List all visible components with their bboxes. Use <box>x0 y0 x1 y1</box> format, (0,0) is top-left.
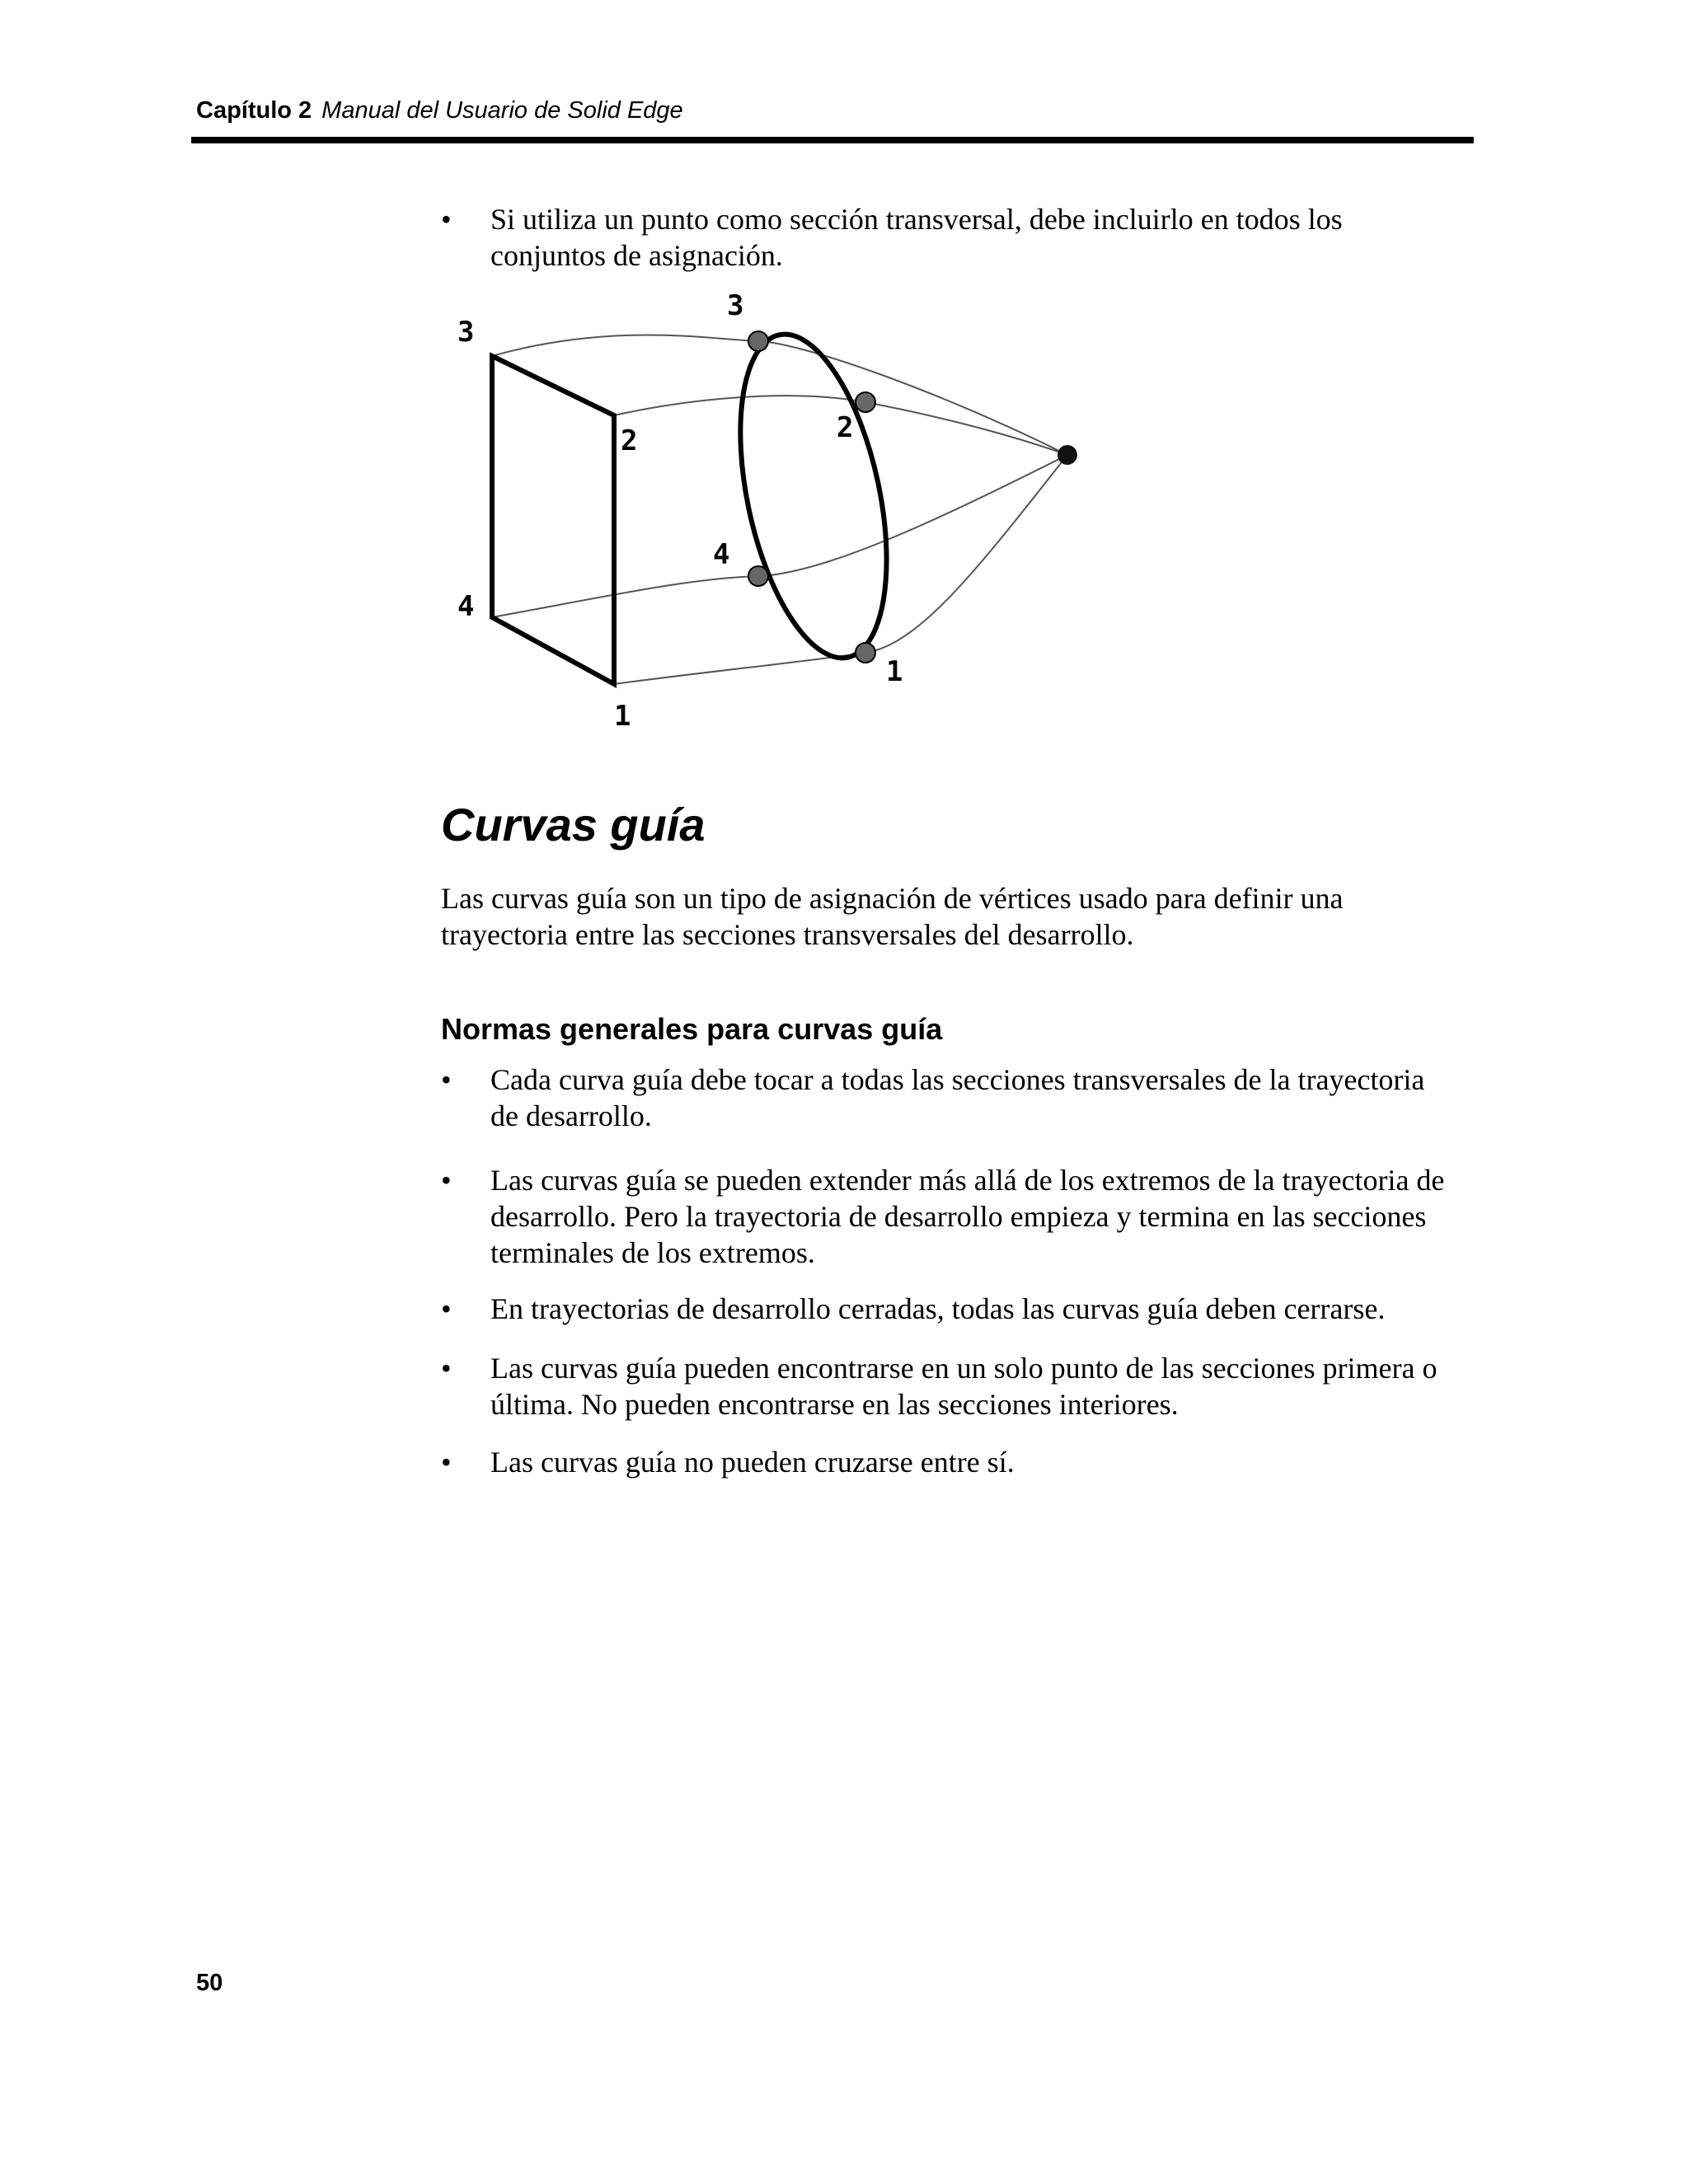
label-box-1: 1 <box>614 700 631 733</box>
bullet-marker: • <box>441 1292 452 1325</box>
vertex-point-2 <box>856 392 875 412</box>
bullet-marker: • <box>441 1063 452 1096</box>
running-header <box>196 97 1474 124</box>
ring-section <box>715 321 912 672</box>
bullet-text: Las curvas guía pueden encontrarse en un solo punto de las secciones primera o última. No pueden encontrarse en las secciones interiores. <box>490 1352 1437 1421</box>
label-box-2: 2 <box>621 424 638 457</box>
label-ring-2: 2 <box>837 411 854 444</box>
subheading: Normas generales para curvas guía <box>441 1012 943 1046</box>
label-box-3: 3 <box>457 316 475 349</box>
guide-curve-4 <box>492 455 1067 617</box>
loft-guide-curves-figure <box>449 290 1109 735</box>
bullet-text: Cada curva guía debe tocar a todas las secciones transversales de la trayectoria de desarrollo. <box>490 1063 1425 1132</box>
label-ring-3: 3 <box>727 290 744 322</box>
section-heading: Curvas guía <box>441 799 706 851</box>
vertex-point-3 <box>748 331 768 351</box>
label-ring-1: 1 <box>886 655 903 688</box>
intro-paragraph: Las curvas guía son un tipo de asignación de vértices usado para definir una trayectoria entre las secciones transversales del desarrollo. <box>441 882 1343 951</box>
vertex-point-4 <box>748 566 768 586</box>
apex-point <box>1057 445 1077 465</box>
bullet-marker: • <box>441 203 452 236</box>
page-number: 50 <box>196 1970 223 1996</box>
vertex-point-1 <box>856 643 875 663</box>
bullet-marker: • <box>441 1164 452 1197</box>
box-front-face <box>492 356 614 684</box>
bullet-text: Las curvas guía se pueden extender más allá de los extremos de la trayectoria de desarrollo. Pero la trayectoria de desarrollo empieza y termina en las secciones terminales de los extremos. <box>490 1164 1445 1269</box>
bullet-text: Si utiliza un punto como sección transversal, debe incluirlo en todos los conjuntos de asignación. <box>490 203 1343 272</box>
label-ring-4: 4 <box>713 538 730 571</box>
chapter-label: Capítulo 2 <box>196 97 312 124</box>
label-box-4: 4 <box>457 590 475 623</box>
bullet-marker: • <box>441 1446 452 1479</box>
manual-title: Manual del Usuario de Solid Edge <box>321 97 683 124</box>
bullet-marker: • <box>441 1352 452 1385</box>
bullet-text: En trayectorias de desarrollo cerradas, todas las curvas guía deben cerrarse. <box>490 1292 1386 1325</box>
bullet-text: Las curvas guía no pueden cruzarse entre sí. <box>490 1446 1015 1479</box>
header-rule <box>191 137 1474 143</box>
